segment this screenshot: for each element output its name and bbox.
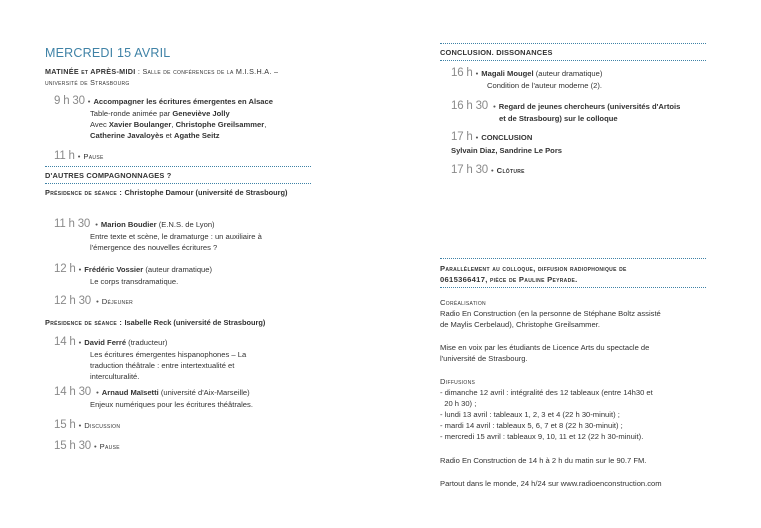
- affiliation: (université d'Aix-Marseille): [158, 388, 250, 397]
- item-label: Pause: [99, 442, 120, 451]
- talk-title: Le corps transdramatique.: [90, 277, 179, 286]
- time-label: 11 h 30: [54, 218, 91, 230]
- radio-title: Parallèlement au colloque, diffusion radiophonique de: [440, 264, 627, 273]
- diffusion-line: - mardi 14 avril : tableaux 5, 6, 7 et 8 (22 h 30-minuit) ;: [440, 421, 623, 430]
- chair-label: Présidence de séance :: [45, 318, 125, 327]
- chair-label: Présidence de séance :: [45, 188, 125, 197]
- paragraph-line: Mise en voix par les étudiants de Licence Arts du spectacle de: [440, 343, 650, 352]
- schedule-item-0930: 9 h 30 • Accompagner les écritures émergentes en Alsace: [54, 95, 273, 107]
- item-title: et de Strasbourg) sur le colloque: [499, 114, 618, 123]
- time-label: 16 h 30: [451, 100, 488, 112]
- diffusion-line: - lundi 13 avril : tableaux 1, 2, 3 et 4 (22 h 30-minuit) ;: [440, 410, 620, 419]
- talk-title: Enjeux numériques pour les écritures théâtrales.: [90, 400, 253, 409]
- session-chair: [45, 187, 307, 198]
- detail-text: Avec: [90, 120, 109, 129]
- time-label: 15 h 30: [54, 440, 91, 452]
- coreal-label: Coréalisation: [440, 298, 486, 307]
- time-label: 12 h: [54, 263, 76, 275]
- dotted-divider: [45, 166, 311, 167]
- time-label: 17 h: [451, 131, 473, 143]
- paragraph-line: l'université de Strasbourg.: [440, 354, 528, 363]
- talk-title: interculturalité.: [90, 372, 140, 381]
- affiliation: (auteur dramatique): [533, 69, 603, 78]
- person-name: David Ferré: [84, 338, 127, 347]
- talk-title: l'émergence des nouvelles écritures ?: [90, 243, 218, 252]
- website-line: Partout dans le monde, 24 h/24 sur www.radioenconstruction.com: [440, 479, 662, 488]
- person-name: Arnaud Maïsetti: [101, 388, 159, 397]
- detail-text: ,: [264, 120, 267, 129]
- schedule-item-1200: 12 h • Frédéric Vossier (auteur dramatique): [54, 263, 213, 275]
- dotted-divider: [440, 287, 706, 288]
- item-title: Regard de jeunes chercheurs (universités d'Artois: [498, 102, 681, 111]
- person-name: Frédéric Vossier: [84, 265, 144, 274]
- schedule-item-1500: 15 h • Discussion: [54, 419, 121, 431]
- diffusion-line: - dimanche 12 avril : intégralité des 12 tableaux (entre 14h30 et: [440, 388, 653, 397]
- person-name: Catherine Javaloyès: [90, 131, 164, 140]
- person-name: Agathe Seitz: [174, 131, 220, 140]
- item-title: CONCLUSION: [481, 133, 533, 142]
- person-name: Sylvain Diaz, Sandrine Le Pors: [451, 146, 562, 155]
- person-name: Xavier Boulanger: [108, 120, 172, 129]
- detail-text: et: [163, 131, 175, 140]
- time-label: 17 h 30: [451, 164, 488, 176]
- diffusion-line: - mercredi 15 avril : tableaux 9, 10, 11 et 12 (22 h 30-minuit).: [440, 432, 644, 441]
- time-label: 14 h: [54, 336, 76, 348]
- item-detail: [90, 119, 266, 130]
- schedule-item-1100: 11 h • Pause: [54, 150, 104, 162]
- detail-text: Table-ronde animée par: [90, 109, 173, 118]
- detail-text: ,: [171, 120, 176, 129]
- affiliation: (auteur dramatique): [143, 265, 213, 274]
- dotted-divider: [45, 183, 311, 184]
- paragraph-line: Radio En Construction (en la personne de Stéphane Boltz assisté: [440, 309, 661, 318]
- section-title: CONCLUSION. DISSONANCES: [440, 48, 553, 57]
- session-chair: [45, 317, 307, 328]
- item-title-cont: [499, 113, 618, 124]
- schedule-item-1430: 14 h 30 • Arnaud Maïsetti (université d'Aix-Marseille): [54, 386, 250, 398]
- item-label: Déjeuner: [101, 297, 133, 306]
- person-name: Magali Mougel: [481, 69, 534, 78]
- time-label: 12 h 30: [54, 295, 91, 307]
- affiliation: (traducteur): [126, 338, 168, 347]
- session-info: [45, 66, 313, 88]
- item-detail: [90, 130, 220, 141]
- item-label: Pause: [83, 152, 104, 161]
- affiliation: (E.N.S. de Lyon): [156, 220, 215, 229]
- dotted-divider: [440, 258, 706, 259]
- talk-title: Les écritures émergentes hispanophones – La: [90, 350, 247, 359]
- talk-title: Condition de l'auteur moderne (2).: [487, 81, 603, 90]
- time-label: 15 h: [54, 419, 76, 431]
- time-label: 9 h 30: [54, 95, 85, 107]
- diffusions-label: Diffusions: [440, 377, 476, 386]
- day-title: MERCREDI 15 AVRIL: [45, 46, 171, 60]
- item-label: Discussion: [84, 421, 121, 430]
- section-title: D'AUTRES COMPAGNONNAGES ?: [45, 171, 172, 180]
- dotted-divider: [440, 60, 706, 61]
- session-place: : Salle de conférences de la M.I.S.H.A. – université de Strasbourg: [45, 67, 279, 87]
- time-label: 11 h: [54, 150, 75, 162]
- person-name: Christophe Greilsammer: [175, 120, 265, 129]
- schedule-item-1400: 14 h • David Ferré (traducteur): [54, 336, 168, 348]
- schedule-item-1630: 16 h 30 • Regard de jeunes chercheurs (universités d'Artois: [451, 100, 681, 112]
- dotted-divider: [440, 43, 706, 44]
- session-label: MATINÉE et APRÈS-MIDI: [45, 67, 136, 76]
- schedule-item-1130: 11 h 30 • Marion Boudier (E.N.S. de Lyon): [54, 218, 215, 230]
- item-detail: [90, 108, 230, 119]
- item-label: Clôture: [496, 166, 525, 175]
- diffusion-line: 20 h 30) ;: [440, 399, 477, 408]
- schedule-item-1600: 16 h • Magali Mougel (auteur dramatique): [451, 67, 603, 79]
- person-name: Marion Boudier: [100, 220, 157, 229]
- speakers: [451, 145, 562, 156]
- item-title: Accompagner les écritures émergentes en Alsace: [93, 97, 273, 106]
- chair-name: Isabelle Reck (université de Strasbourg): [124, 318, 266, 327]
- talk-title: Entre texte et scène, le dramaturge : un auxiliaire à: [90, 232, 262, 241]
- schedule-item-1730: 17 h 30 • Clôture: [451, 164, 525, 176]
- time-label: 16 h: [451, 67, 473, 79]
- radio-frequency: Radio En Construction de 14 h à 2 h du matin sur le 90.7 FM.: [440, 456, 647, 465]
- chair-name: Christophe Damour (université de Strasbourg): [124, 188, 288, 197]
- paragraph-line: de Maylis Cerbelaud), Christophe Greilsammer.: [440, 320, 600, 329]
- schedule-item-1700: 17 h • CONCLUSION: [451, 131, 533, 143]
- time-label: 14 h 30: [54, 386, 91, 398]
- schedule-item-1230: 12 h 30 • Déjeuner: [54, 295, 133, 307]
- radio-title: 0615366417, pièce de Pauline Peyrade.: [440, 275, 578, 284]
- schedule-item-1530: 15 h 30 • Pause: [54, 440, 120, 452]
- person-name: Geneviève Jolly: [172, 109, 230, 118]
- talk-title: traduction théâtrale : entre intertextualité et: [90, 361, 235, 370]
